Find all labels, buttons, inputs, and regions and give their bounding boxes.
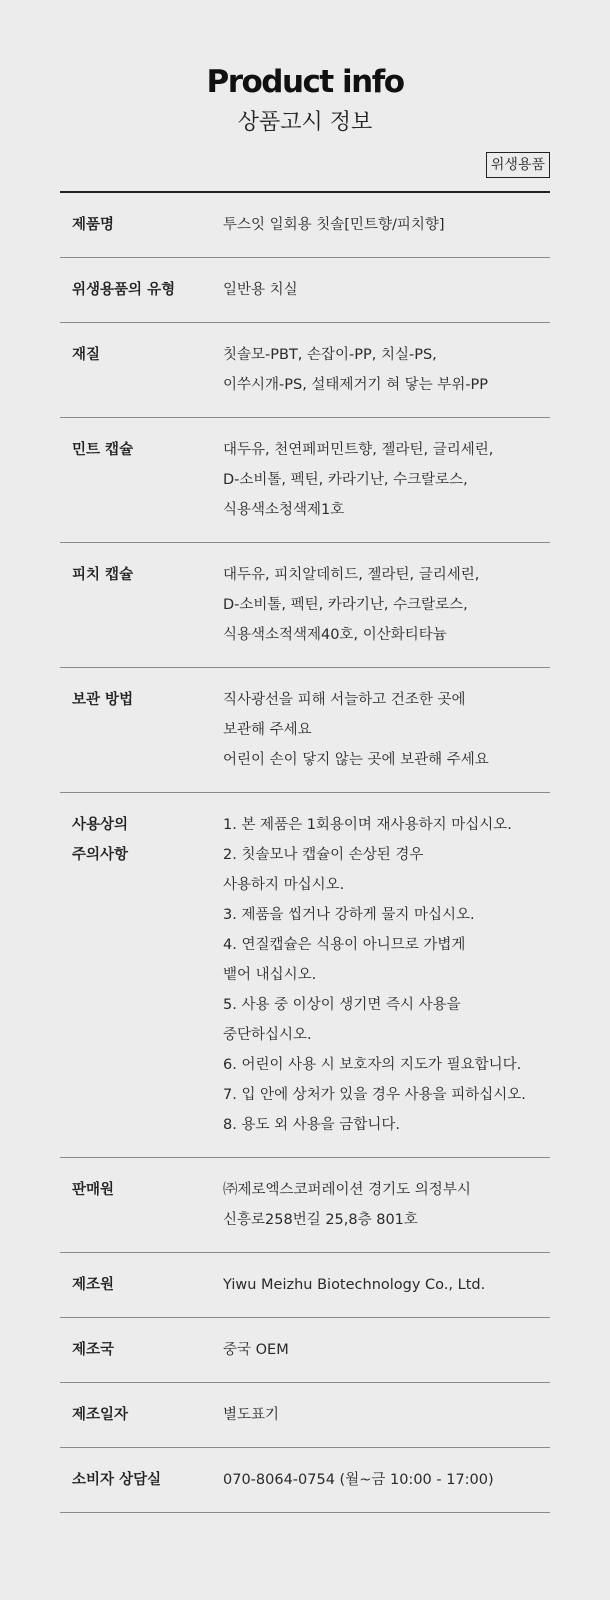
table-row: [60, 1158, 550, 1253]
table-row: [60, 668, 550, 793]
row-value-manufacture-date: 별도표기: [223, 1407, 280, 1423]
table-row: [60, 418, 550, 543]
row-value-country: 중국 OEM: [223, 1342, 289, 1358]
row-value-mint-capsule: 대두유, 천연페퍼민트향, 젤라틴, 글리세린, D-소비톨, 펙틴, 카라기난, 수크랄로스, 식용색소청색제1호: [223, 442, 494, 518]
table-row: [60, 1383, 550, 1448]
row-label-cautions: 사용상의 주의사항: [72, 817, 129, 863]
table-row: [60, 1318, 550, 1383]
row-label-country: 제조국: [72, 1342, 115, 1358]
table-row: [60, 1448, 550, 1513]
row-label-storage: 보관 방법: [72, 692, 134, 708]
row-value-material: 칫솔모-PBT, 손잡이-PP, 치실-PS, 이쑤시개-PS, 설태제거기 혀 닿는 부위-PP: [223, 347, 489, 393]
row-label-customer-service: 소비자 상담실: [72, 1472, 162, 1488]
row-value-storage: 직사광선을 피해 서늘하고 건조한 곳에 보관해 주세요 어린이 손이 닿지 않는 곳에 보관해 주세요: [223, 692, 489, 768]
row-value-cautions: 1. 본 제품은 1회용이며 재사용하지 마십시오. 2. 칫솔모나 캡슐이 손상된 경우 사용하지 마십시오. 3. 제품을 씹거나 강하게 물지 마십시오. 4. 연질캡슐은 식용이 아니므로 가볍게 뱉어 내십시오. 5. 사용 중 이상이 생기면 즉시 사용을 중단하십시오. 6. 어린이 사용 시 보호자의 지도가 필요합니다. 7. 입 안에 상처가 있을 경우 사용을 피하십시오. 8. 용도 외 사용을 금합니다.: [223, 817, 526, 1133]
page-subtitle: 상품고시 정보: [237, 110, 373, 135]
row-value-manufacturer: Yiwu Meizhu Biotechnology Co., Ltd.: [223, 1277, 486, 1293]
row-value-customer-service: 070-8064-0754 (월~금 10:00 - 17:00): [223, 1472, 494, 1488]
row-label-peach-capsule: 피치 캡슐: [72, 567, 134, 583]
row-label-hygiene-type: 위생용품의 유형: [72, 282, 176, 298]
row-value-hygiene-type: 일반용 치실: [223, 282, 298, 298]
row-label-product-name: 제품명: [72, 217, 115, 233]
row-label-seller: 판매원: [72, 1182, 115, 1198]
page-title: Product info: [206, 64, 404, 100]
table-row: [60, 323, 550, 418]
row-value-product-name: 투스잇 일회용 칫솔[민트향/피치향]: [223, 217, 445, 233]
product-info-table: [60, 191, 550, 1513]
row-label-manufacture-date: 제조일자: [72, 1407, 129, 1423]
table-row: [60, 193, 550, 258]
row-value-seller: ㈜제로엑스코퍼레이션 경기도 의정부시 신흥로258번길 25,8층 801호: [223, 1182, 471, 1228]
table-row: [60, 793, 550, 1158]
row-value-peach-capsule: 대두유, 피치알데히드, 젤라틴, 글리세린, D-소비톨, 펙틴, 카라기난, 수크랄로스, 식용색소적색제40호, 이산화티타늄: [223, 567, 480, 643]
row-label-manufacturer: 제조원: [72, 1277, 115, 1293]
table-row: [60, 543, 550, 668]
row-label-mint-capsule: 민트 캡슐: [72, 442, 134, 458]
category-badge: 위생용품: [486, 152, 550, 178]
table-row: [60, 1253, 550, 1318]
table-row: [60, 258, 550, 323]
row-label-material: 재질: [72, 347, 101, 363]
page-heading: [0, 62, 610, 138]
